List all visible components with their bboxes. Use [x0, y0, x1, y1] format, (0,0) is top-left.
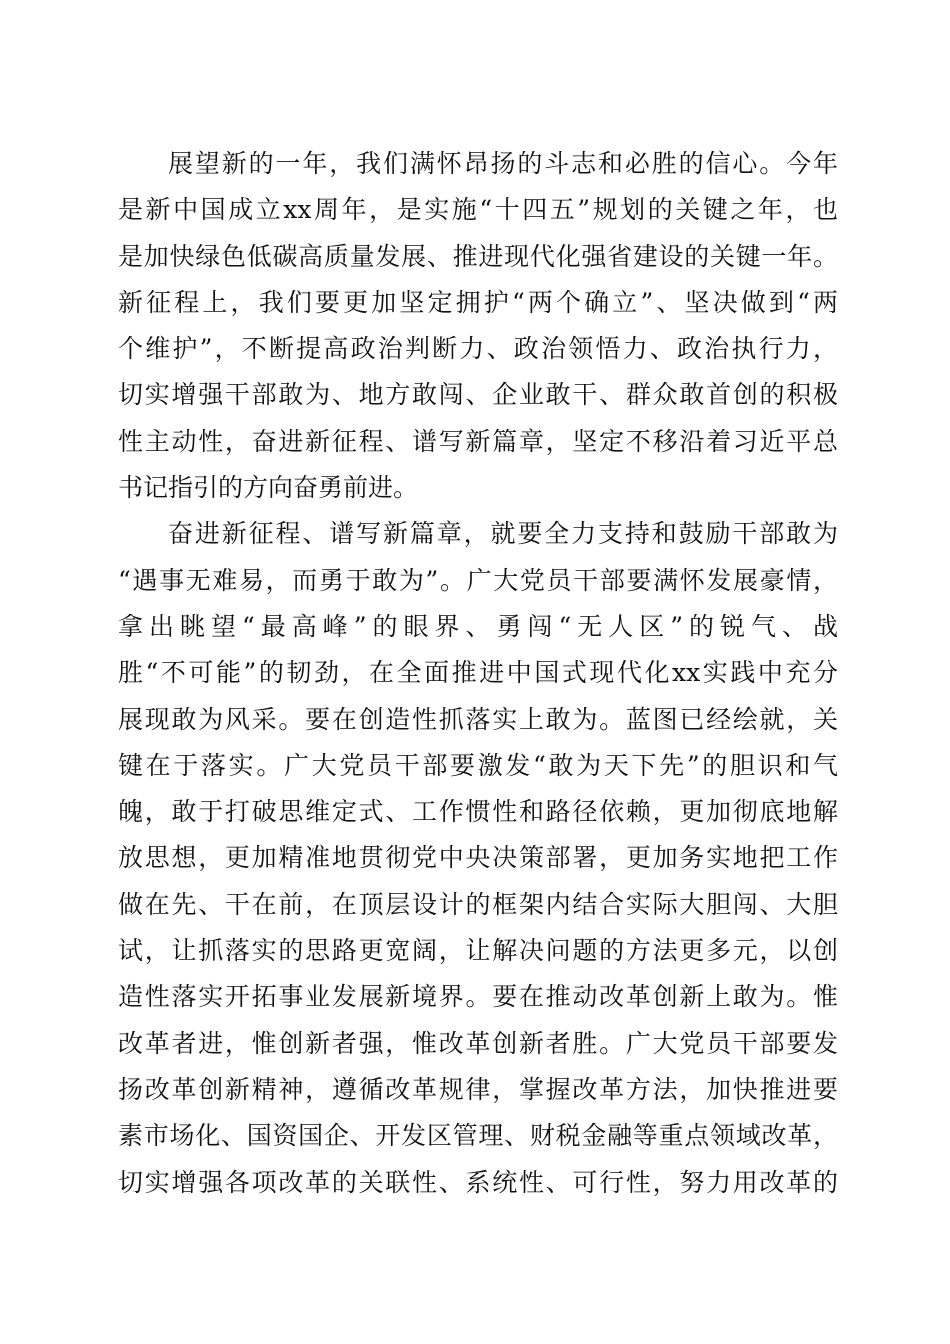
text-line: 切实增强各项改革的关联性、系统性、可行性，努力用改革的: [118, 1167, 838, 1197]
text-line: 性主动性，奋进新征程、谱写新篇章，坚定不移沿着习近平总: [118, 426, 838, 456]
text-line: 造性落实开拓事业发展新境界。要在推动改革创新上敢为。惟: [118, 982, 838, 1012]
text-line: 拿出眺望“最高峰”的眼界、勇闯“无人区”的锐气、战: [118, 611, 838, 641]
text-line: 展望新的一年，我们满怀昂扬的斗志和必胜的信心。今年: [168, 149, 838, 178]
paragraph-2: [118, 511, 838, 1205]
document-body: [118, 141, 838, 1206]
text-line: 切实增强干部敢为、地方敢闯、企业敢干、群众敢首创的积极: [118, 380, 838, 410]
text-line: 做在先、干在前，在顶层设计的框架内结合实际大胆闯、大胆: [118, 889, 838, 919]
text-line: 是加快绿色低碳高质量发展、推进现代化强省建设的关键一年。: [118, 241, 838, 271]
text-line: “遇事无难易，而勇于敢为”。广大党员干部要满怀发展豪情，: [118, 565, 838, 595]
text-line: 新征程上，我们要更加坚定拥护“两个确立”、坚决做到“两: [118, 287, 838, 317]
text-line: 素市场化、国资国企、开发区管理、财税金融等重点领域改革，: [118, 1121, 838, 1151]
text-line: 书记指引的方向奋勇前进。: [118, 473, 419, 503]
text-line: 魄，敢于打破思维定式、工作惯性和路径依赖，更加彻底地解: [118, 797, 838, 827]
text-line: 展现敢为风采。要在创造性抓落实上敢为。蓝图已经绘就，关: [118, 704, 838, 734]
text-line: 键在于落实。广大党员干部要激发“敢为天下先”的胆识和气: [118, 750, 838, 780]
text-line: 是新中国成立xx周年，是实施“十四五”规划的关键之年，也: [118, 195, 838, 225]
text-line: 奋进新征程、谱写新篇章，就要全力支持和鼓励干部敢为: [168, 519, 838, 549]
text-line: 个维护”，不断提高政治判断力、政治领悟力、政治执行力，: [118, 334, 838, 364]
text-line: 胜“不可能”的韧劲，在全面推进中国式现代化xx实践中充分: [118, 658, 838, 688]
text-line: 放思想，更加精准地贯彻党中央决策部署，更加务实地把工作: [118, 843, 838, 873]
paragraph-1: [118, 141, 838, 511]
text-line: 扬改革创新精神，遵循改革规律，掌握改革方法，加快推进要: [118, 1074, 838, 1104]
text-line: 改革者进，惟创新者强，惟改革创新者胜。广大党员干部要发: [118, 1028, 838, 1058]
text-line: 试，让抓落实的思路更宽阔，让解决问题的方法更多元，以创: [118, 936, 838, 966]
